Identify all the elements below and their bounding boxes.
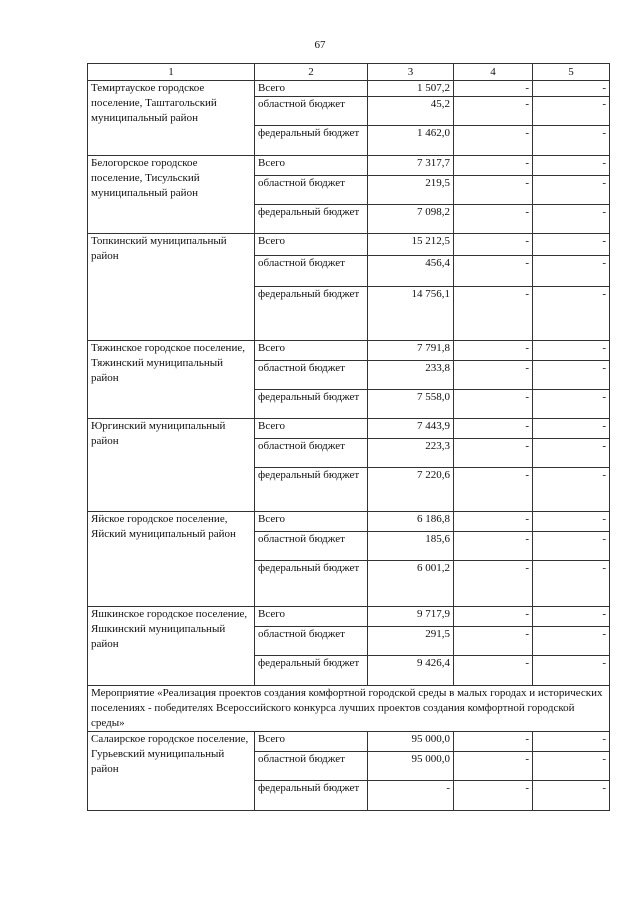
column-5-value: - [533, 156, 610, 176]
amount-value: 45,2 [368, 97, 454, 126]
table-header-row [88, 64, 610, 81]
budget-source: Всего [255, 732, 368, 752]
column-4-value: - [454, 390, 533, 419]
budget-source: областной бюджет [255, 627, 368, 656]
budget-source: областной бюджет [255, 176, 368, 205]
column-4-value: - [454, 287, 533, 341]
column-5-value: - [533, 341, 610, 361]
amount-value: 6 001,2 [368, 561, 454, 607]
amount-value: 456,4 [368, 256, 454, 287]
budget-source: Всего [255, 81, 368, 97]
budget-source: федеральный бюджет [255, 205, 368, 234]
municipality-name: Тяжинское городское поселение, Тяжинский муниципальный район [88, 341, 255, 419]
column-5-value: - [533, 607, 610, 627]
column-5-value: - [533, 561, 610, 607]
municipality-name: Яшкинское городское поселение, Яшкинский муниципальный район [88, 607, 255, 686]
table-body [88, 81, 610, 811]
column-header: 2 [255, 64, 368, 81]
amount-value: 185,6 [368, 532, 454, 561]
column-4-value: - [454, 81, 533, 97]
column-5-value: - [533, 126, 610, 156]
column-4-value: - [454, 656, 533, 686]
amount-value: 7 443,9 [368, 419, 454, 439]
column-5-value: - [533, 627, 610, 656]
column-4-value: - [454, 176, 533, 205]
municipality-name: Темиртауское городское поселение, Таштагольский муниципальный район [88, 81, 255, 156]
column-header: 3 [368, 64, 454, 81]
amount-value: 9 426,4 [368, 656, 454, 686]
column-header: 1 [88, 64, 255, 81]
table-row [88, 732, 610, 752]
column-4-value: - [454, 419, 533, 439]
column-4-value: - [454, 627, 533, 656]
column-5-value: - [533, 732, 610, 752]
budget-source: Всего [255, 156, 368, 176]
column-5-value: - [533, 81, 610, 97]
amount-value: 9 717,9 [368, 607, 454, 627]
column-5-value: - [533, 419, 610, 439]
budget-source: областной бюджет [255, 532, 368, 561]
column-4-value: - [454, 468, 533, 512]
amount-value: 291,5 [368, 627, 454, 656]
budget-source: Всего [255, 341, 368, 361]
budget-source: областной бюджет [255, 439, 368, 468]
table-row [88, 81, 610, 97]
column-header: 4 [454, 64, 533, 81]
column-5-value: - [533, 468, 610, 512]
budget-source: федеральный бюджет [255, 781, 368, 811]
table-row [88, 341, 610, 361]
amount-value: 15 212,5 [368, 234, 454, 256]
column-4-value: - [454, 126, 533, 156]
amount-value: 7 558,0 [368, 390, 454, 419]
municipality-name: Белогорское городское поселение, Тисульский муниципальный район [88, 156, 255, 234]
amount-value: 223,3 [368, 439, 454, 468]
column-5-value: - [533, 205, 610, 234]
column-4-value: - [454, 439, 533, 468]
budget-source: Всего [255, 234, 368, 256]
page-number: 67 [314, 39, 326, 51]
column-4-value: - [454, 532, 533, 561]
budget-source: Всего [255, 607, 368, 627]
amount-value: 95 000,0 [368, 732, 454, 752]
column-header: 5 [533, 64, 610, 81]
column-4-value: - [454, 732, 533, 752]
budget-source: федеральный бюджет [255, 468, 368, 512]
column-5-value: - [533, 361, 610, 390]
municipality-name: Топкинский муниципальный район [88, 234, 255, 341]
column-5-value: - [533, 512, 610, 532]
amount-value: 7 317,7 [368, 156, 454, 176]
budget-source: федеральный бюджет [255, 390, 368, 419]
amount-value: 95 000,0 [368, 752, 454, 781]
budget-source: Всего [255, 419, 368, 439]
table-row [88, 234, 610, 256]
table-row [88, 512, 610, 532]
column-4-value: - [454, 361, 533, 390]
column-5-value: - [533, 752, 610, 781]
budget-source: федеральный бюджет [255, 561, 368, 607]
column-5-value: - [533, 439, 610, 468]
event-row [88, 686, 610, 732]
amount-value: - [368, 781, 454, 811]
municipality-name: Яйское городское поселение, Яйский муниципальный район [88, 512, 255, 607]
column-4-value: - [454, 512, 533, 532]
column-5-value: - [533, 287, 610, 341]
budget-table [87, 63, 610, 811]
column-4-value: - [454, 256, 533, 287]
table-row [88, 156, 610, 176]
column-5-value: - [533, 234, 610, 256]
amount-value: 1 507,2 [368, 81, 454, 97]
table-row [88, 607, 610, 627]
amount-value: 7 098,2 [368, 205, 454, 234]
amount-value: 14 756,1 [368, 287, 454, 341]
budget-source: областной бюджет [255, 752, 368, 781]
column-4-value: - [454, 156, 533, 176]
amount-value: 7 220,6 [368, 468, 454, 512]
amount-value: 1 462,0 [368, 126, 454, 156]
column-4-value: - [454, 234, 533, 256]
column-4-value: - [454, 781, 533, 811]
table-row [88, 419, 610, 439]
municipality-name: Салаирское городское поселение, Гурьевский муниципальный район [88, 732, 255, 811]
budget-source: областной бюджет [255, 361, 368, 390]
column-5-value: - [533, 532, 610, 561]
column-4-value: - [454, 607, 533, 627]
column-5-value: - [533, 256, 610, 287]
column-5-value: - [533, 390, 610, 419]
column-5-value: - [533, 656, 610, 686]
event-title: Мероприятие «Реализация проектов создания комфортной городской среды в малых городах и исторических поселениях - победителях Всероссийского конкурса лучших проектов создания комфортной городской среды» [88, 686, 610, 732]
column-5-value: - [533, 97, 610, 126]
budget-source: областной бюджет [255, 256, 368, 287]
budget-source: федеральный бюджет [255, 656, 368, 686]
column-4-value: - [454, 97, 533, 126]
budget-source: областной бюджет [255, 97, 368, 126]
column-4-value: - [454, 561, 533, 607]
amount-value: 7 791,8 [368, 341, 454, 361]
amount-value: 233,8 [368, 361, 454, 390]
column-5-value: - [533, 781, 610, 811]
budget-source: федеральный бюджет [255, 126, 368, 156]
budget-source: федеральный бюджет [255, 287, 368, 341]
amount-value: 219,5 [368, 176, 454, 205]
column-5-value: - [533, 176, 610, 205]
column-4-value: - [454, 205, 533, 234]
column-4-value: - [454, 752, 533, 781]
column-4-value: - [454, 341, 533, 361]
municipality-name: Юргинский муниципальный район [88, 419, 255, 512]
budget-source: Всего [255, 512, 368, 532]
amount-value: 6 186,8 [368, 512, 454, 532]
